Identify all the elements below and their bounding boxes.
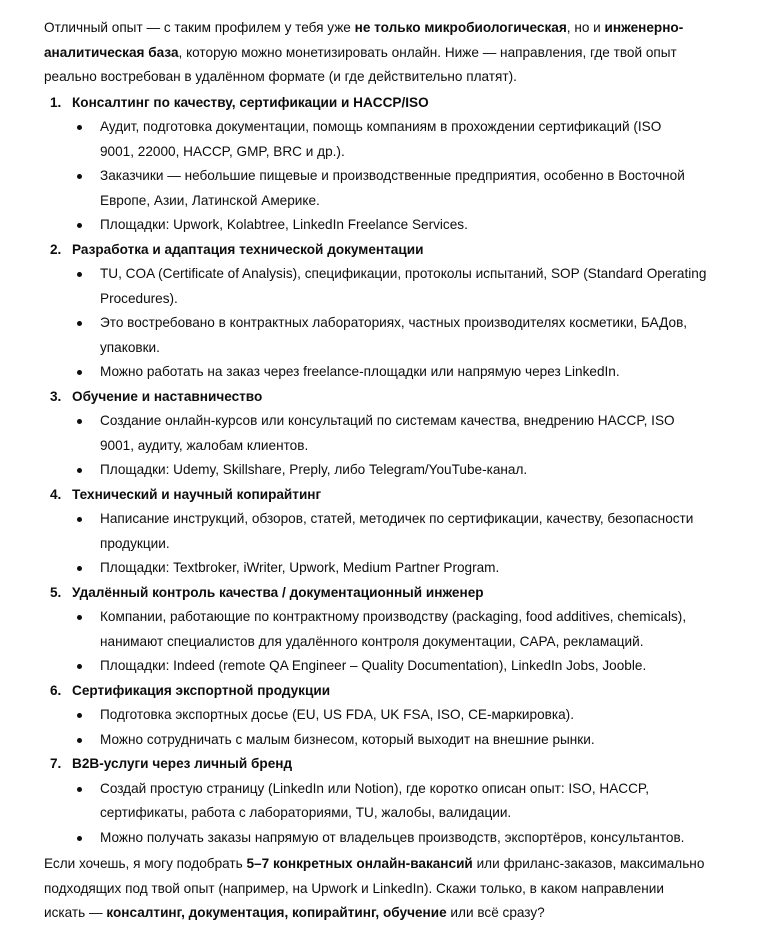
section-title: Сертификация экспортной продукции (72, 682, 331, 698)
bullet-dot-icon (77, 738, 82, 743)
list-number: 1. (50, 94, 62, 110)
bullet-text-line: Можно работать на заказ через freelance-площадки или напрямую через LinkedIn. (100, 364, 620, 379)
list-number: 6. (50, 682, 62, 698)
bullet-dot-icon (77, 321, 82, 326)
bullet-text-line: Можно сотрудничать с малым бизнесом, который выходит на внешние рынки. (100, 731, 595, 747)
list-number: 3. (50, 388, 62, 404)
bullet-text-line: 9001, аудиту, жалобам клиентов. (100, 437, 309, 453)
text-span: , которую можно монетизировать онлайн. Ниже — направления, где твой опыт (178, 44, 677, 60)
bullet-dot-icon (77, 787, 82, 792)
bullet-item (44, 605, 734, 654)
text-span: Если хочешь, я могу подобрать (44, 856, 247, 871)
bullet-text-line: Европе, Азии, Латинской Америке. (100, 192, 320, 208)
bullet-dot-icon (77, 566, 82, 571)
text-line (44, 16, 734, 41)
list-item-section-7 (44, 752, 734, 850)
text-span: искать — (44, 905, 107, 920)
bullet-item (44, 213, 734, 238)
bullet-dot-icon (77, 223, 82, 228)
section-title: B2B-услуги через личный бренд (72, 756, 293, 771)
bullet-dot-icon (77, 615, 82, 620)
bullet-dot-icon (77, 713, 82, 718)
list-item-section-3 (44, 385, 734, 483)
bullet-item (44, 115, 734, 164)
list-item-section-5 (44, 581, 734, 679)
bullet-item (44, 556, 734, 581)
bullet-text-line: продукции. (100, 535, 170, 551)
bullet-text-line: сертификаты, работа с лабораториями, TU, жалобы, валидации. (100, 805, 512, 820)
bullet-text-line: упаковки. (100, 339, 160, 355)
text-span: или фриланс-заказов, максимально (472, 856, 705, 871)
bullet-text-line: Площадки: Indeed (remote QA Engineer – Quality Documentation), LinkedIn Jobs, Jooble. (100, 658, 647, 673)
bullet-text-line: Компании, работающие по контрактному производству (packaging, food additives, chemicals), (100, 609, 687, 624)
intro-paragraph (44, 16, 734, 90)
bold-text: не только микробиологическая (354, 20, 567, 35)
text-span: , но и (566, 20, 605, 35)
bullet-item (44, 728, 734, 753)
bullet-dot-icon (77, 272, 82, 277)
bullet-item (44, 409, 734, 458)
bullet-text-line: Procedures). (100, 290, 178, 306)
text-line (44, 877, 734, 902)
text-span: или всё сразу? (446, 905, 545, 920)
text-span: реально востребован в удалённом формате (и где действительно платят). (44, 69, 517, 84)
text-line (44, 852, 734, 877)
text-line (44, 41, 734, 66)
bullet-dot-icon (77, 517, 82, 522)
bold-text: аналитическая база (44, 44, 179, 60)
bold-text: инженерно- (604, 20, 684, 35)
bold-text: консалтинг, документация, копирайтинг, обучение (106, 905, 447, 920)
bullet-dot-icon (77, 419, 82, 424)
list-number: 2. (50, 241, 62, 257)
bullet-dot-icon (77, 125, 82, 130)
bullet-dot-icon (77, 370, 82, 375)
bullet-item (44, 164, 734, 213)
list-item-section-2 (44, 238, 734, 385)
list-number: 5. (50, 584, 62, 600)
section-title: Разработка и адаптация технической документации (72, 241, 424, 257)
bullet-text-line: Написание инструкций, обзоров, статей, методичек по сертификации, качеству, безопасности (100, 511, 694, 526)
list-number: 7. (50, 756, 62, 771)
list-number: 4. (50, 486, 62, 502)
section-title: Удалённый контроль качества / документационный инженер (72, 584, 484, 600)
bullet-dot-icon (77, 174, 82, 179)
bullet-text-line: Создание онлайн-курсов или консультаций по системам качества, внедрению HACCP, ISO (100, 413, 675, 428)
bullet-item (44, 826, 734, 851)
list-item-section-1 (44, 91, 734, 238)
bullet-item (44, 703, 734, 728)
numbered-list (44, 91, 734, 851)
assistant-message (44, 16, 734, 926)
bullet-text-line: Подготовка экспортных досье (EU, US FDA, UK FSA, ISO, CE-маркировка). (100, 707, 574, 722)
text-span: Отличный опыт — с таким профилем у тебя уже (44, 20, 355, 35)
bullet-dot-icon (77, 664, 82, 669)
section-title: Технический и научный копирайтинг (72, 486, 322, 502)
bullet-item (44, 507, 734, 556)
bullet-text-line: Площадки: Textbroker, iWriter, Upwork, Medium Partner Program. (100, 560, 500, 575)
bullet-dot-icon (77, 468, 82, 473)
bullet-text-line: Аудит, подготовка документации, помощь компаниям в прохождении сертификаций (ISO (100, 119, 662, 134)
bullet-text-line: Площадки: Upwork, Kolabtree, LinkedIn Freelance Services. (100, 217, 468, 232)
bullet-item (44, 262, 734, 311)
bullet-item (44, 311, 734, 360)
section-title: Консалтинг по качеству, сертификации и HACCP/ISO (72, 94, 429, 110)
bullet-text-line: Заказчики — небольшие пищевые и производственные предприятия, особенно в Восточной (100, 168, 685, 183)
section-title: Обучение и наставничество (72, 388, 263, 404)
bullet-dot-icon (77, 836, 82, 841)
list-item-section-6 (44, 679, 734, 753)
list-item-section-4 (44, 483, 734, 581)
bullet-text-line: Площадки: Udemy, Skillshare, Preply, либо Telegram/YouTube-канал. (100, 462, 528, 477)
bullet-text-line: TU, COA (Certificate of Analysis), спецификации, протоколы испытаний, SOP (Standard Operating (100, 266, 707, 281)
text-line (44, 65, 734, 90)
bullet-item (44, 777, 734, 826)
bullet-item (44, 360, 734, 385)
bullet-text-line: Это востребовано в контрактных лабораториях, частных производителях косметики, БАДов, (100, 315, 688, 330)
outro-paragraph (44, 852, 734, 926)
bullet-text-line: Можно получать заказы напрямую от владельцев производств, экспортёров, консультантов. (100, 829, 685, 845)
bullet-text-line: 9001, 22000, HACCP, GMP, BRC и др.). (100, 143, 345, 159)
bullet-item (44, 458, 734, 483)
bullet-text-line: нанимают специалистов для удалённого контроля документации, CAPA, рекламаций. (100, 633, 644, 649)
text-line (44, 901, 734, 926)
bullet-text-line: Создай простую страницу (LinkedIn или Notion), где коротко описан опыт: ISO, HACCP, (100, 780, 649, 796)
bold-text: 5–7 конкретных онлайн-вакансий (246, 856, 473, 871)
text-span: подходящих под твой опыт (например, на Upwork и LinkedIn). Скажи только, в каком направлении (44, 880, 664, 896)
bullet-item (44, 654, 734, 679)
